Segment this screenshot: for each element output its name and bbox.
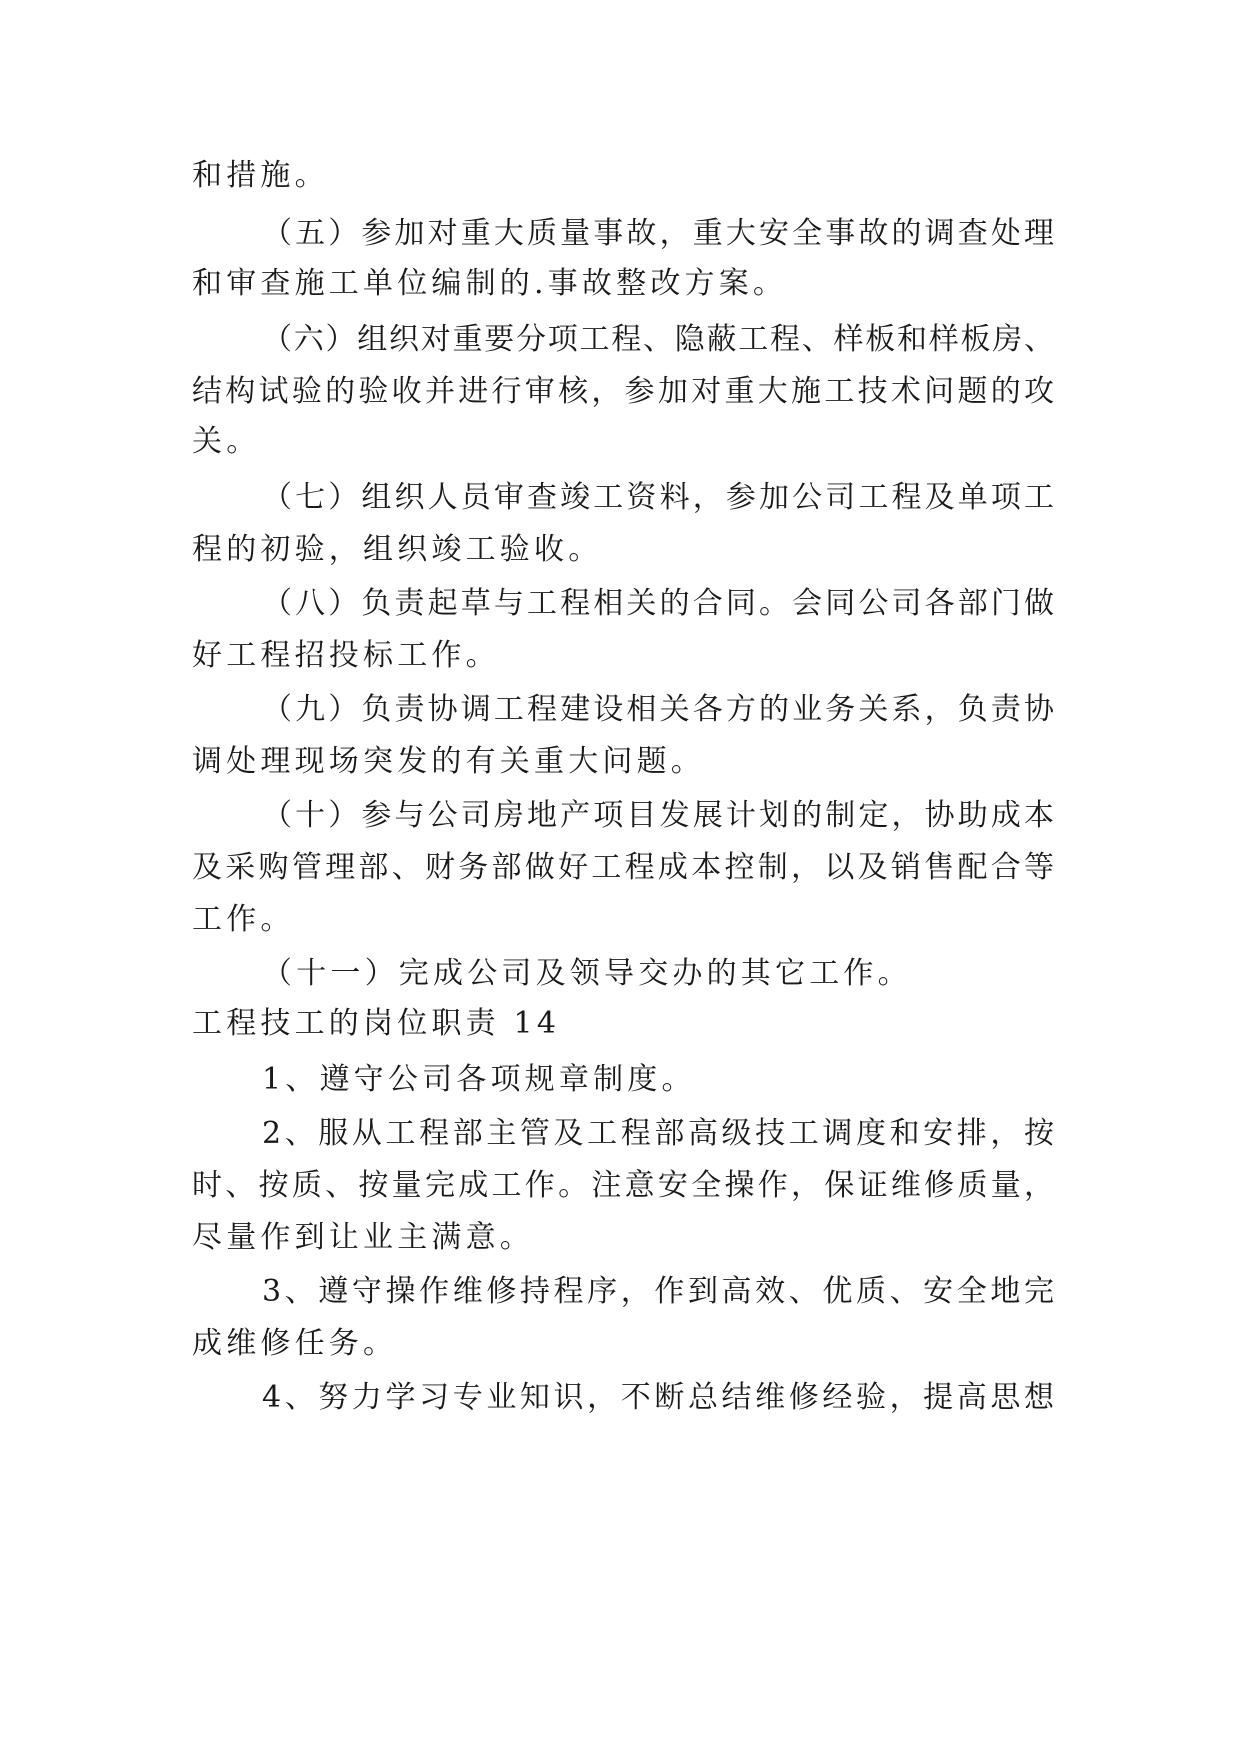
paragraph-9-line-1: （九）负责协调工程建设相关各方的业务关系，负责协 (262, 692, 1054, 727)
text-line: 调处理现场突发的有关重大问题。 (192, 744, 705, 779)
duty-item-3-line-1: 3、遵守操作维修持程序，作到高效、优质、安全地完 (262, 1274, 1054, 1309)
paragraph-6-line-1: （六）组织对重要分项工程、隐蔽工程、样板和样板房、 (262, 322, 1054, 357)
text-line: 关。 (192, 424, 261, 459)
paragraph-5-line-1: （五）参加对重大质量事故，重大安全事故的调查处理 (262, 216, 1054, 251)
text-line: 结构试验的验收并进行审核，参加对重大施工技术问题的攻 (192, 374, 1054, 409)
text-line: 好工程招投标工作。 (192, 638, 500, 673)
duty-item-2-line-1: 2、服从工程部主管及工程部高级技工调度和安排，按 (262, 1116, 1054, 1151)
text-line: 及采购管理部、财务部做好工程成本控制，以及销售配合等 (192, 850, 1054, 885)
duty-item-4-line-1: 4、努力学习专业知识，不断总结维修经验，提高思想 (262, 1380, 1054, 1415)
duty-item-1: 1、遵守公司各项规章制度。 (262, 1062, 696, 1097)
paragraph-10-line-1: （十）参与公司房地产项目发展计划的制定，协助成本 (262, 798, 1054, 833)
paragraph-8-line-1: （八）负责起草与工程相关的合同。会同公司各部门做 (262, 586, 1054, 621)
text-line: 工作。 (192, 902, 295, 937)
paragraph-7-line-1: （七）组织人员审查竣工资料，参加公司工程及单项工 (262, 480, 1054, 515)
text-line: 时、按质、按量完成工作。注意安全操作，保证维修质量， (192, 1168, 1054, 1203)
text-line: 成维修任务。 (192, 1326, 398, 1361)
text-line: 和审查施工单位编制的.事故整改方案。 (192, 266, 788, 301)
section-heading: 工程技工的岗位职责 14 (192, 1006, 561, 1041)
paragraph-11: （十一）完成公司及领导交办的其它工作。 (262, 956, 912, 991)
text-line: 尽量作到让业主满意。 (192, 1220, 534, 1255)
text-line: 程的初验，组织竣工验收。 (192, 532, 603, 567)
text-line: 和措施。 (192, 158, 329, 193)
